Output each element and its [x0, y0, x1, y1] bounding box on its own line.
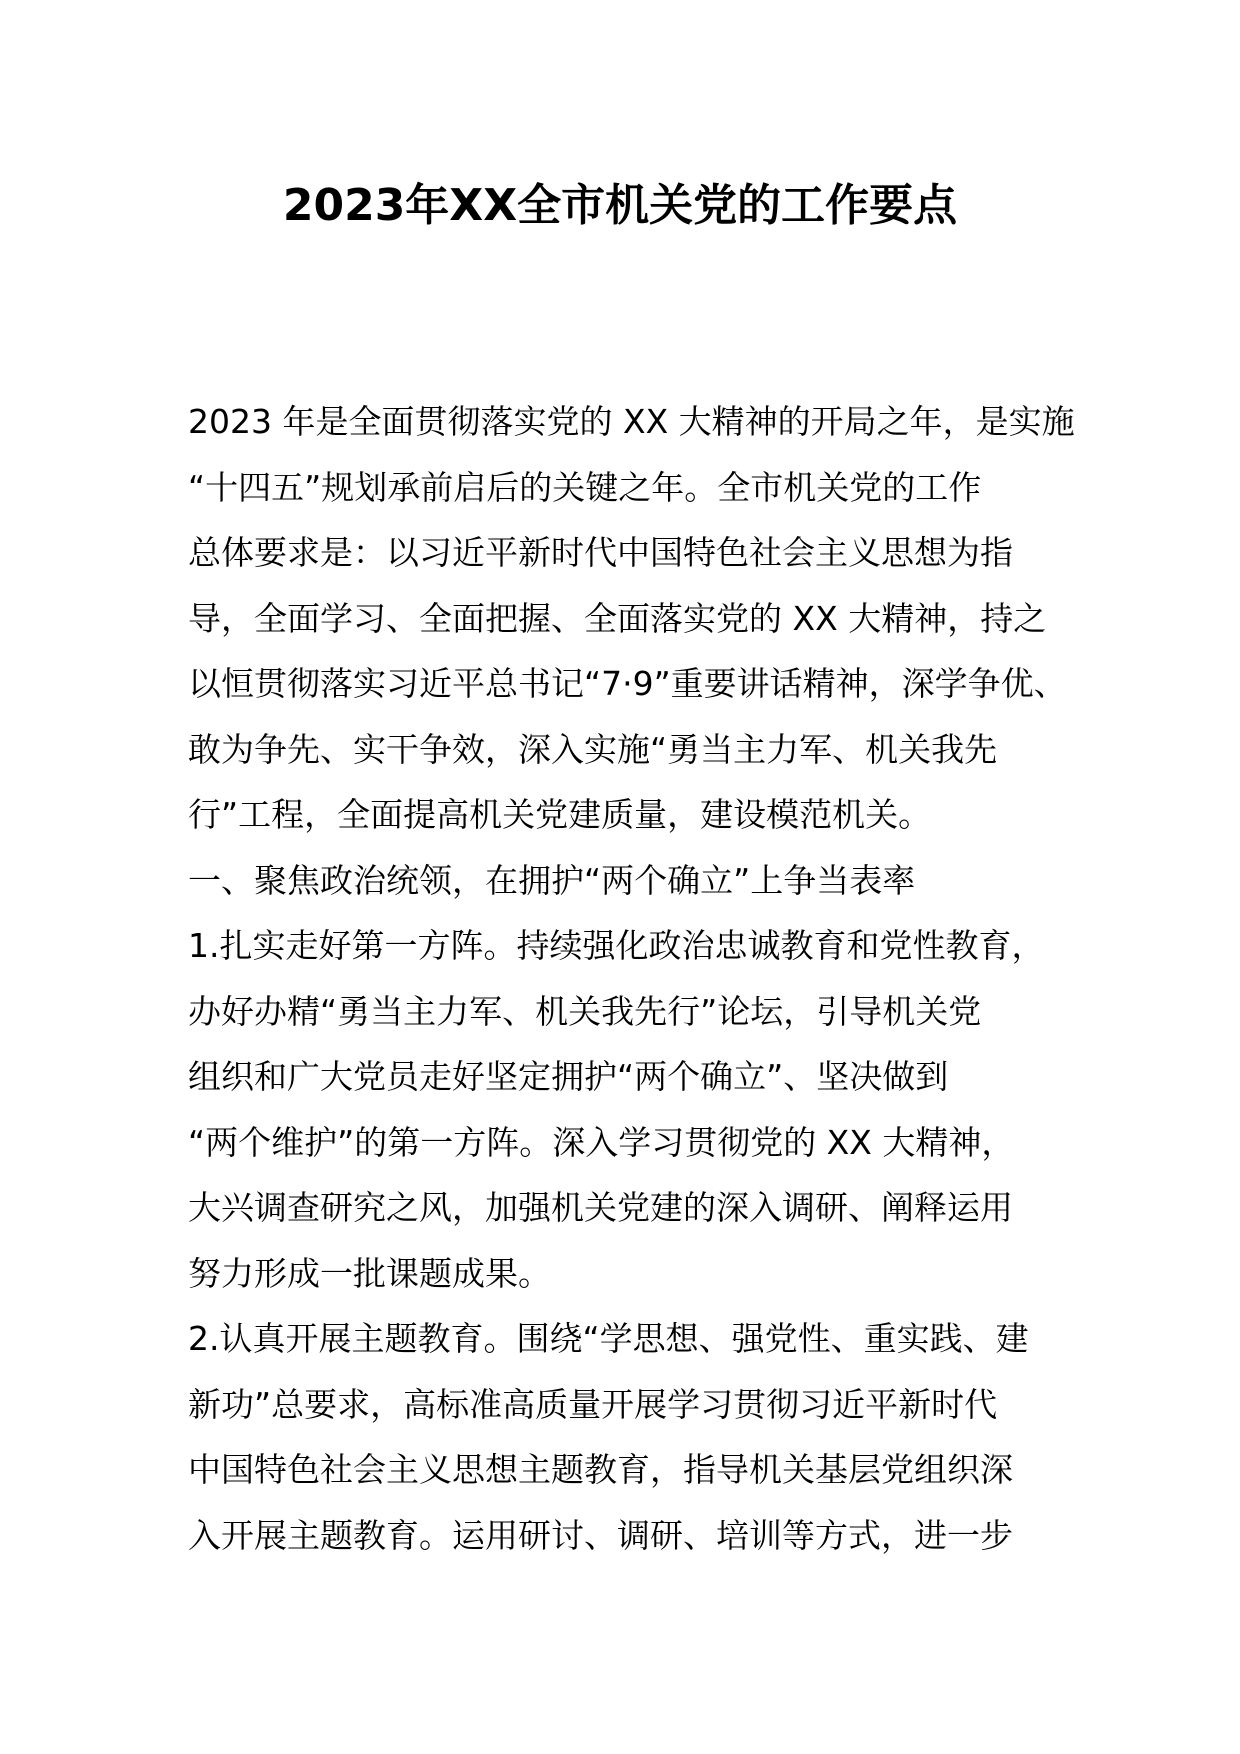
body-line: 总体要求是：以习近平新时代中国特色社会主义思想为指 [188, 533, 1013, 572]
body-line: 新功”总要求，高标准高质量开展学习贯彻习近平新时代 [188, 1384, 998, 1424]
body-line: 以恒贯彻落实习近平总书记“7·9”重要讲话精神，深学争优、 [188, 664, 1067, 703]
body-line: “两个维护”的第一方阵。深入学习贯彻党的 XX 大精神， [188, 1122, 1015, 1162]
body-line: 中国特色社会主义思想主题教育，指导机关基层党组织深 [188, 1450, 1013, 1489]
body-line: 入开展主题教育。运用研讨、调研、培训等方式，进一步 [188, 1515, 1013, 1555]
document-body [188, 389, 1075, 1568]
body-line: 导，全面学习、全面把握、全面落实党的 XX 大精神，持之 [188, 598, 1047, 638]
document-title: 2023年XX全市机关党的工作要点 [282, 180, 958, 231]
body-line: 2023 年是全面贯彻落实党的 XX 大精神的开局之年，是实施 [188, 402, 1075, 441]
body-line: 组织和广大党员走好坚定拥护“两个确立”、坚决做到 [188, 1057, 949, 1096]
body-line: 敢为争先、实干争效，深入实施“勇当主力军、机关我先 [188, 729, 998, 769]
body-line: 2.认真开展主题教育。围绕“学思想、强党性、重实践、建 [188, 1319, 1029, 1358]
body-line: 办好办精“勇当主力军、机关我先行”论坛，引导机关党 [188, 991, 982, 1031]
body-line: 努力形成一批课题成果。 [188, 1253, 551, 1293]
body-line: 行”工程，全面提高机关党建质量，建设模范机关。 [188, 795, 932, 834]
body-line: 1.扎实走好第一方阵。持续强化政治忠诚教育和党性教育， [188, 926, 1045, 965]
body-line: “十四五”规划承前启后的关键之年。全市机关党的工作 [188, 467, 982, 507]
body-line: 大兴调查研究之风，加强机关党建的深入调研、阐释运用 [188, 1188, 1013, 1227]
section-heading: 一、聚焦政治统领，在拥护“两个确立”上争当表率 [188, 860, 916, 900]
